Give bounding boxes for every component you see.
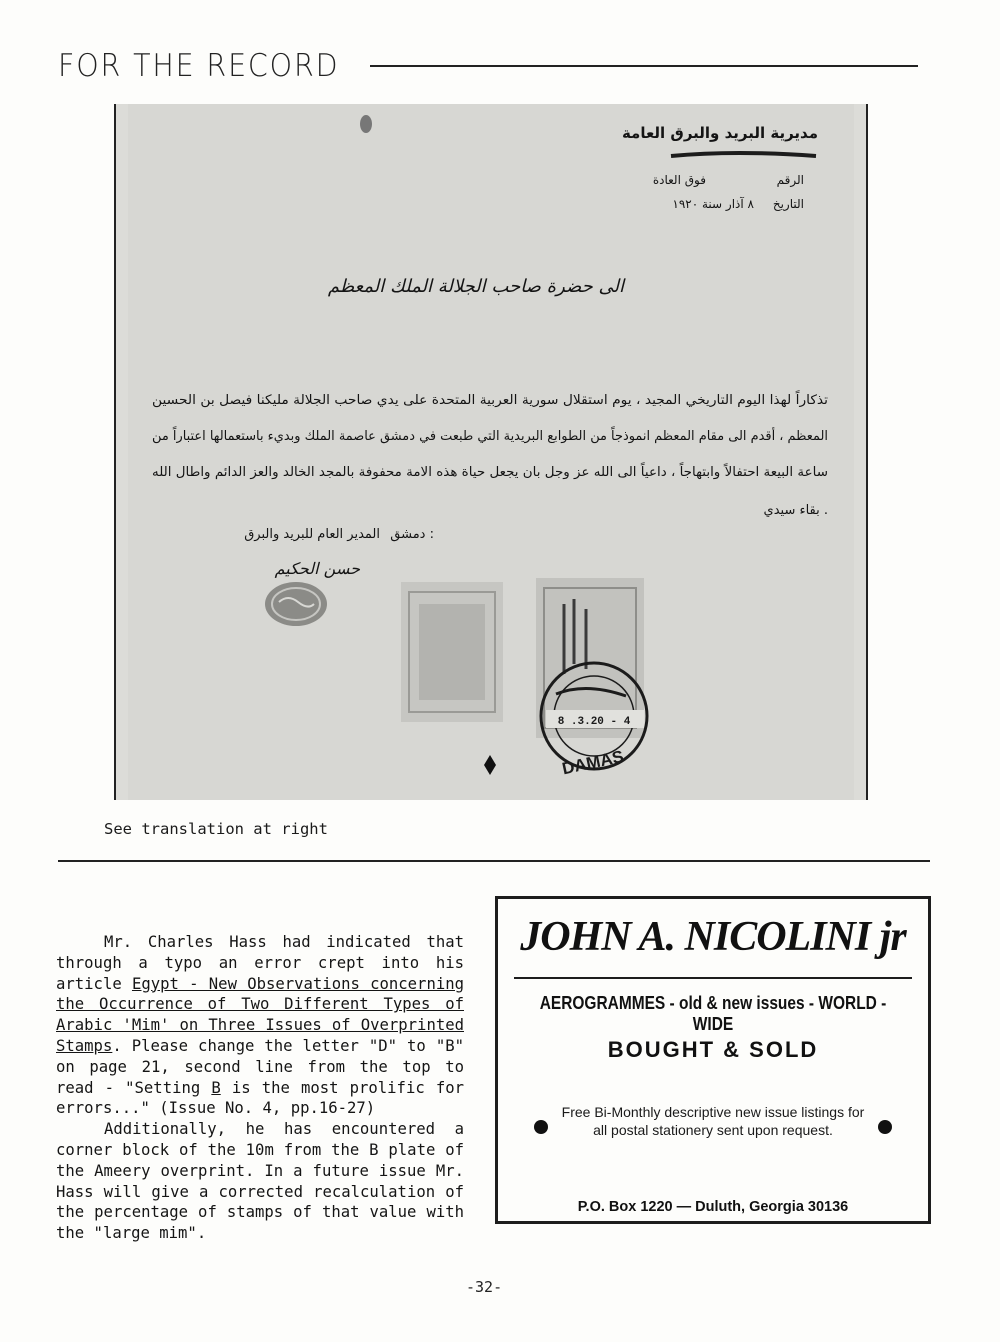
number-value: فوق العادة <box>652 173 706 187</box>
letter-illustration <box>116 104 866 800</box>
paragraph-1-intro: Mr. Charles Hass had indicated that through a typo an error crept into his article <box>56 933 464 993</box>
ad-bought-sold: BOUGHT & SOLD <box>607 1037 819 1062</box>
body-line-2: المعظم ، أقدم الى مقام المعظم انموذجاً من الطوابع البريدية التي طبعت في دمشق عاصمة الملك وبديء باستعمالها اعتباراً من <box>152 429 833 444</box>
advertiser-name: JOHN A. NICOLINI jr <box>520 914 906 960</box>
section-title: FOR THE RECORD <box>58 48 340 84</box>
page-header <box>58 46 918 86</box>
ad-description: Free Bi-Monthly descriptive new issue listings for all postal stationery sent upon request. <box>561 1104 865 1138</box>
article-title-reference: Egypt - New Observations concerning the Occurrence of Two Different Types of Arabic 'Mim' on Three Issues of Overprinted Stamps <box>56 974 464 1055</box>
postmark-city: DAMAS <box>560 746 626 779</box>
setting-letter: B <box>211 1078 221 1097</box>
article-paragraph-1 <box>56 932 464 1119</box>
article-body <box>56 932 464 1244</box>
seal-stamp <box>265 582 327 626</box>
body-line-3: ساعة البيعة احتفالاً وابتهاجاً ، داعياً الى الله عز وجل بان يجعل حياة هذه الامة محفوفة بالمجد الخالد والعز الدائم واطال الله <box>152 465 806 480</box>
date-value: ٨ آذار سنة ١٩٢٠ <box>672 197 754 211</box>
signature-place: دمشق : <box>390 527 434 542</box>
number-label: الرقم <box>776 173 804 187</box>
postmark-date: 8 .3.20 - 4 <box>557 716 631 728</box>
page-number: -32- <box>466 1278 503 1296</box>
bullet-icon <box>534 1120 548 1134</box>
addressee-line: الى حضرة صاحب الجلالة الملك المعظم <box>327 276 624 297</box>
postage-stamp-left <box>401 582 503 722</box>
paragraph-1-correction: . Please change the letter "D" to "B" on page 21, second line from the top to read - "Setting <box>56 1036 464 1097</box>
advertiser-rule <box>514 977 912 979</box>
paragraph-1-end: is the most prolific for errors..." (Issue No. 4, pp.16-27) <box>56 1078 464 1118</box>
signature-title: المدير العام للبريد والبرق <box>244 527 380 542</box>
section-rule <box>58 860 930 862</box>
article-paragraph-2: Additionally, he has encountered a corner block of the 10m from the B plate of the Ameery overprint. In a future issue Mr. Hass will give a corrected recalculation of the percentage of stamps of that value with the "large mim". <box>56 1120 464 1243</box>
date-label: التاريخ <box>772 197 804 211</box>
signature-name: حسن الحكيم <box>274 559 360 578</box>
photo-caption: See translation at right <box>104 820 328 838</box>
bullet-icon <box>878 1120 892 1134</box>
letter-photograph <box>114 104 868 800</box>
ad-address: P.O. Box 1220 — Duluth, Georgia 30136 <box>577 1199 849 1215</box>
body-line-4: بقاء سيدي . <box>763 503 828 518</box>
pin-mark <box>360 115 372 133</box>
ad-offer-line: AEROGRAMMES - old & new issues - WORLD - WIDE <box>539 993 887 1034</box>
header-rule <box>370 65 918 67</box>
body-line-1: تذكاراً لهذا اليوم التاريخي المجيد ، يوم استقلال سورية العربية المتحدة على يدي صاحب الجلالة مليكنا فيصل بن الحسين <box>152 393 789 408</box>
letterhead-text: مديرية البريد والبرق العامة <box>621 124 818 142</box>
advertisement-box <box>495 896 931 1224</box>
